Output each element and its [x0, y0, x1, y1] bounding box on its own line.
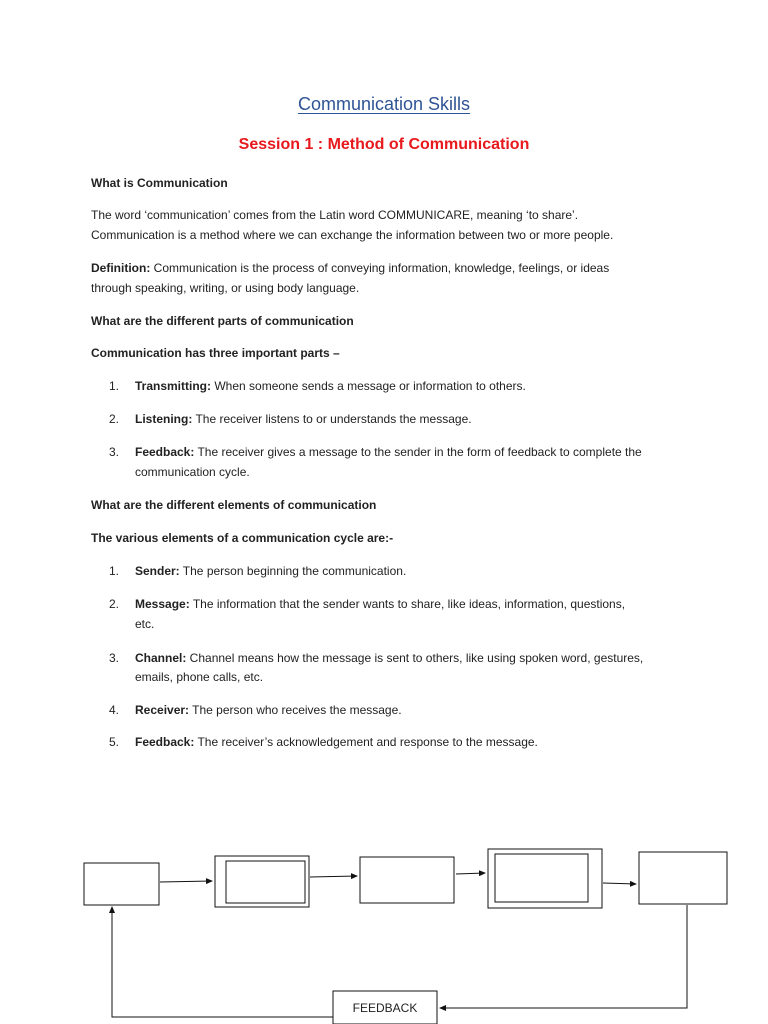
diagram-feedback-arrow [440, 905, 687, 1008]
intro-line-2: Communication is a method where we can exchange the information between two or more people. [91, 228, 614, 242]
parts-item-text: The receiver gives a message to the sender in the form of feedback to complete the [194, 445, 642, 459]
session-subtitle: Session 1 : Method of Communication [238, 136, 530, 153]
parts-intro: Communication has three important parts – [91, 346, 340, 360]
elements-item-term: Sender: [135, 564, 180, 578]
diagram-arrow [160, 881, 212, 882]
diagram-box-response [639, 852, 727, 904]
definition-text: Communication is the process of conveying information, knowledge, feelings, or ideas [150, 261, 610, 275]
elements-item-text: Channel means how the message is sent to others, like using spoken word, gestures, [186, 651, 644, 665]
diagram-box-receiver-inner [495, 854, 588, 902]
diagram-box-message [215, 856, 309, 907]
elements-item-sender [135, 561, 695, 581]
elements-item-number: 5. [109, 735, 120, 749]
diagram-arrow [603, 883, 636, 884]
elements-item-text: The receiver’s acknowledgement and response to the message. [194, 735, 538, 749]
elements-item-text: The person beginning the communication. [179, 564, 407, 578]
parts-item-transmitting [135, 376, 695, 396]
diagram-box-sender [84, 863, 159, 905]
what-is-heading: What is Communication [91, 176, 228, 190]
diagram-box-receiver [488, 849, 602, 908]
diagram-return-arrow [112, 907, 333, 1017]
feedback-label: FEEDBACK [352, 1000, 418, 1015]
elements-item-text: The person who receives the message. [189, 703, 402, 717]
parts-item-term: Listening: [135, 412, 193, 426]
elements-item-channel [135, 648, 695, 668]
diagram-arrow [310, 876, 357, 877]
elements-item-number: 1. [109, 564, 120, 578]
parts-item-text: The receiver listens to or understands the message. [192, 412, 472, 426]
page-title: Communication Skills [297, 94, 471, 114]
elements-item-number: 3. [109, 651, 120, 665]
elements-item-term: Receiver: [135, 703, 190, 717]
elements-item-text: The information that the sender wants to share, like ideas, information, questions, [189, 597, 626, 611]
elements-item-term: Message: [135, 597, 190, 611]
elements-item-feedback [135, 732, 695, 752]
elements-intro: The various elements of a communication cycle are:- [91, 531, 394, 545]
elements-item-receiver [135, 700, 695, 720]
definition-line-2: through speaking, writing, or using body language. [91, 281, 360, 295]
parts-item-number: 3. [109, 445, 120, 459]
elements-item-number: 4. [109, 703, 120, 717]
parts-heading: What are the different parts of communication [91, 314, 354, 328]
parts-item-listening [135, 409, 695, 429]
intro-line-1: The word ‘communication’ comes from the Latin word COMMUNICARE, meaning ‘to share’. [91, 208, 579, 222]
parts-item-term: Feedback: [135, 445, 195, 459]
parts-item-number: 1. [109, 379, 120, 393]
elements-item-message [135, 594, 695, 614]
parts-item-term: Transmitting: [135, 379, 212, 393]
parts-item-continuation: communication cycle. [135, 465, 250, 479]
parts-item-feedback [135, 442, 695, 462]
parts-item-number: 2. [109, 412, 120, 426]
diagram-box-channel [360, 857, 454, 903]
diagram-box-message-inner [226, 861, 305, 903]
parts-item-text: When someone sends a message or information to others. [211, 379, 526, 393]
diagram-arrow [456, 873, 485, 874]
elements-item-term: Feedback: [135, 735, 195, 749]
definition-label: Definition: [91, 261, 151, 275]
elements-item-term: Channel: [135, 651, 187, 665]
elements-item-number: 2. [109, 597, 120, 611]
elements-heading: What are the different elements of communication [91, 498, 377, 512]
definition-line-1 [91, 258, 691, 278]
elements-item-continuation: etc. [135, 617, 155, 631]
elements-item-continuation: emails, phone calls, etc. [135, 670, 264, 684]
